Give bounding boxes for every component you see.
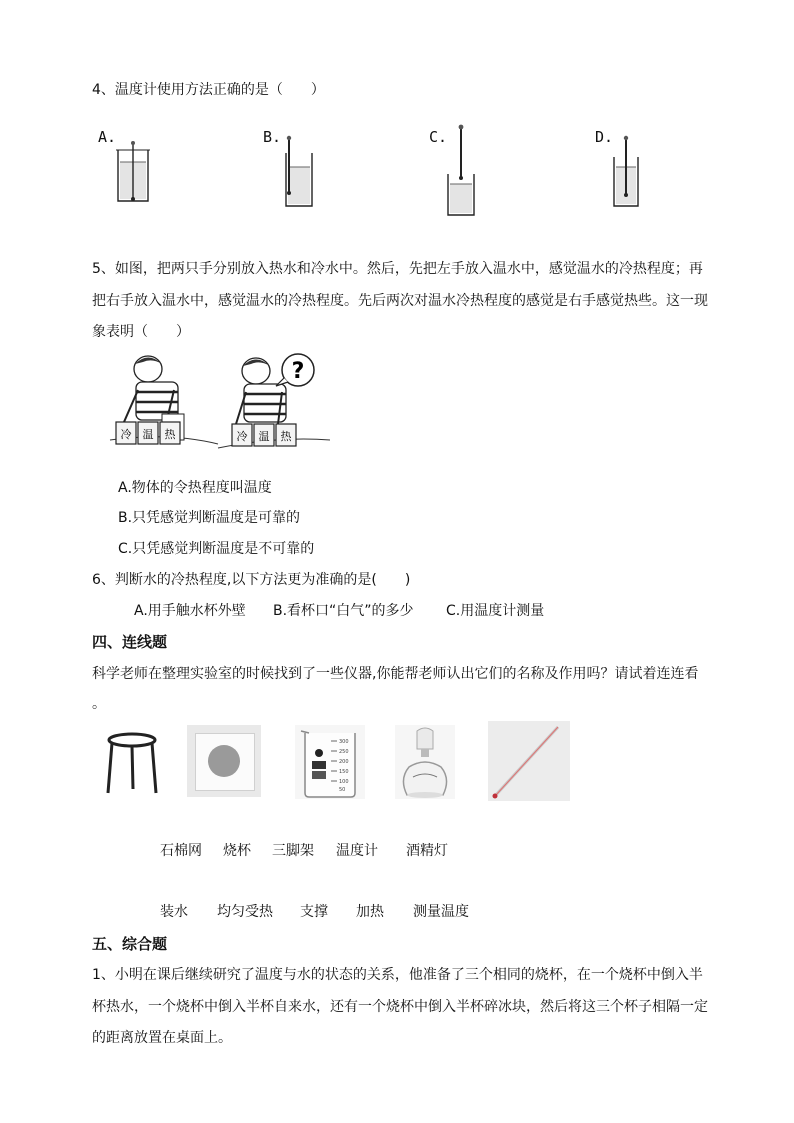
q4-beaker-c [444,122,478,218]
beaker-image [295,725,365,799]
cups-right [232,424,296,446]
instrument-name-tripod: 三脚架 [272,843,314,859]
q5-text-line-2: 把右手放入温水中，感觉温水的冷热程度。先后两次对温水冷热程度的感觉是右手感觉热些。这一现 [92,293,708,309]
instrument-use-heating: 加热 [356,904,384,920]
section-4-title: 四、连线题 [92,633,168,651]
section-4-prompt-line-1: 科学老师在整理实验室的时候找到了一些仪器,你能帮老师认出它们的名称及作用吗？请试着连连看 [92,666,699,682]
q4-beaker-b [281,135,315,209]
instrument-name-alcohol-lamp: 酒精灯 [406,843,448,859]
section-4-prompt-line-2: 。 [92,696,106,712]
cup-label-hot-left: 热 [164,428,176,441]
q6-option-a: A.用手触水杯外壁 [134,603,246,619]
q6-question: 6、判断水的冷热程度,以下方法更为准确的是( ) [92,572,411,588]
tripod-stand-image [106,731,158,797]
q4-option-c-label: C. [429,128,448,146]
section-5-text-line-1: 1、小明在课后继续研究了温度与水的状态的关系，他准备了三个相同的烧杯，在一个烧杯中倒入半 [92,967,703,983]
beaker-mark-200: 200 [339,759,349,765]
q4-beaker-a [116,140,150,204]
instrument-use-support: 支撑 [300,904,328,920]
beaker-mark-50: 50 [339,787,346,793]
cup-label-cold-left: 冷 [120,428,132,441]
section-5-text-line-2: 杯热水，一个烧杯中倒入半杯自来水，还有一个烧杯中倒入半杯碎冰块，然后将这三个杯子相隔一定 [92,999,708,1015]
cups-left [116,422,180,444]
cup-label-warm-left: 温 [142,428,154,441]
section-5-title: 五、综合题 [92,935,168,953]
instrument-name-asbestos-gauze: 石棉网 [160,843,202,859]
q5-text-line-3: 象表明（ ） [92,324,190,340]
instrument-name-beaker: 烧杯 [223,843,251,859]
q5-option-c: C.只凭感觉判断温度是不可靠的 [118,541,315,557]
q5-option-b: B.只凭感觉判断温度是可靠的 [118,510,301,526]
asbestos-gauze-image [187,725,261,797]
instrument-use-hold-water: 装水 [160,904,188,920]
instrument-use-even-heating: 均匀受热 [217,904,273,920]
instrument-name-thermometer: 温度计 [336,843,378,859]
q4-option-d-label: D. [595,128,614,146]
q5-text-line-1: 5、如图，把两只手分别放入热水和冷水中。然后，先把左手放入温水中，感觉温水的冷热程度；再 [92,261,703,277]
cup-label-warm-right: 温 [258,430,270,443]
q4-option-a-label: A. [98,128,117,146]
beaker-mark-150: 150 [339,769,349,775]
q6-option-b: B.看杯口“白气”的多少 [273,603,414,619]
beaker-mark-300: 300 [339,739,349,745]
beaker-mark-250: 250 [339,749,349,755]
q5-hands-in-water-illustration [108,352,332,466]
beaker-mark-100: 100 [339,779,349,785]
q4-beaker-d [611,135,641,209]
q4-question: 4、温度计使用方法正确的是（ ） [92,82,325,98]
thermometer-image [488,721,570,801]
q5-option-a: A.物体的令热程度叫温度 [118,480,272,496]
question-mark-icon: ? [291,359,305,384]
question-bubble [276,354,314,386]
q4-option-b-label: B. [263,128,282,146]
cup-label-cold-right: 冷 [236,430,248,443]
section-5-text-line-3: 的距离放置在桌面上。 [92,1030,232,1046]
instrument-use-measure-temperature: 测量温度 [413,904,469,920]
cup-label-hot-right: 热 [280,430,292,443]
q6-option-c: C.用温度计测量 [446,603,545,619]
alcohol-lamp-image [395,725,455,799]
